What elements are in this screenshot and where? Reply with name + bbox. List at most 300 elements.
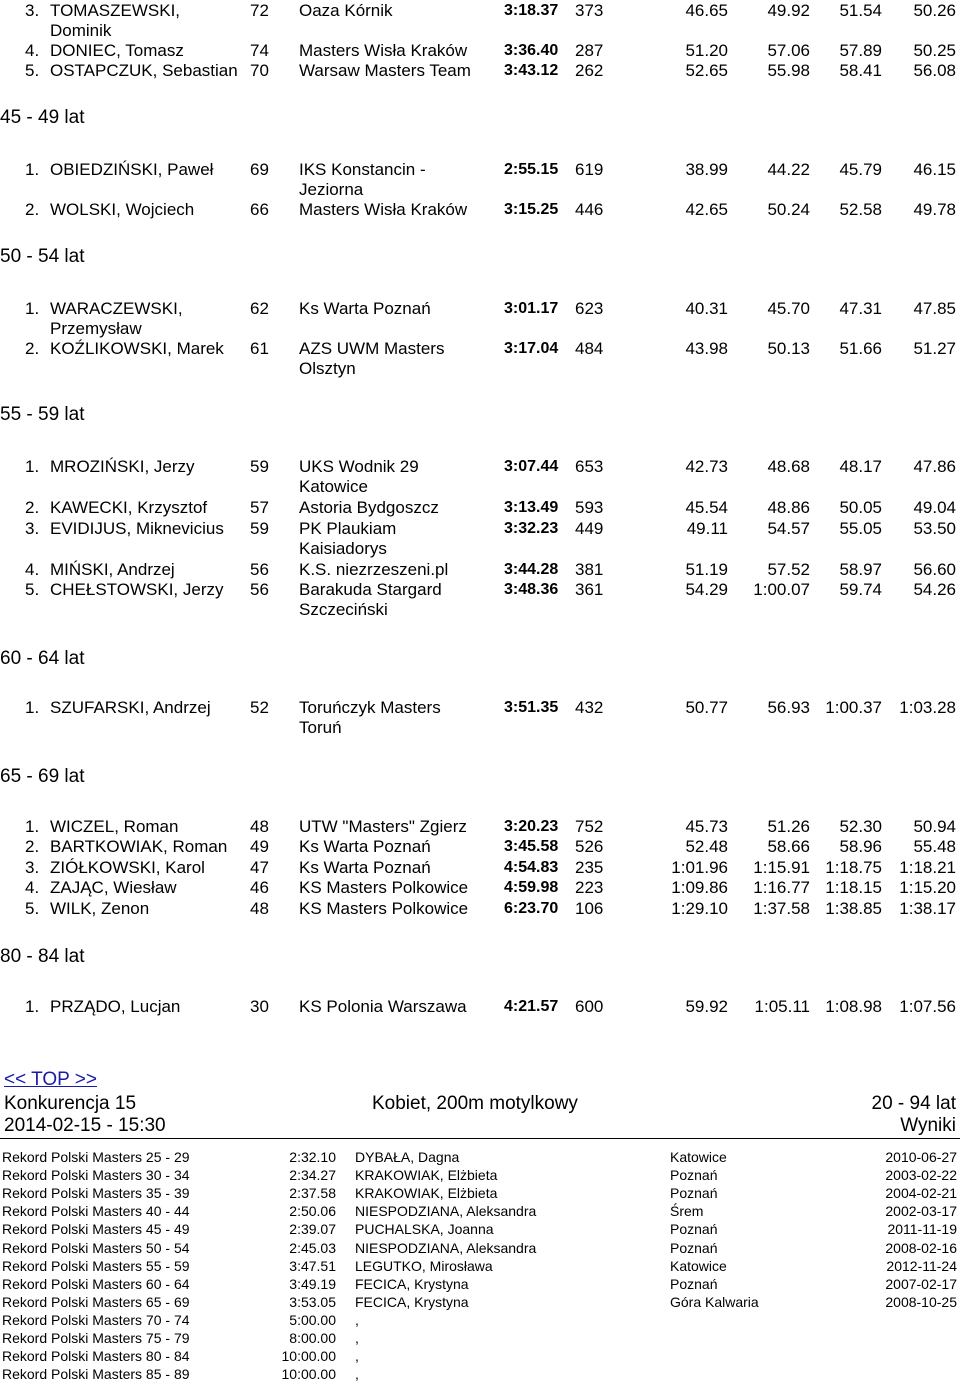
record-holder: , (355, 1348, 359, 1365)
split-time-3: 1:18.75 (825, 858, 882, 877)
final-time: 4:21.57 (504, 998, 559, 1015)
swimmer-name: WICZEL, Roman (50, 817, 179, 836)
split-time-4: 1:15.20 (899, 878, 956, 897)
record-time: 2:45.03 (289, 1239, 336, 1256)
split-time-2: 1:00.07 (753, 580, 810, 599)
record-time: 3:53.05 (289, 1293, 336, 1310)
club-name: Ks Warta Poznań (299, 858, 431, 877)
birth-year: 72 (250, 1, 269, 20)
place: 4. (25, 41, 40, 60)
swimmer-name: SZUFARSKI, Andrzej (50, 698, 211, 717)
split-time-4: 54.26 (913, 580, 956, 599)
record-holder: NIESPODZIANA, Aleksandra (355, 1203, 537, 1220)
record-row (0, 1365, 960, 1383)
club-name: Masters Wisła Kraków (299, 200, 468, 219)
points: 526 (575, 837, 604, 856)
record-label: Rekord Polski Masters 70 - 74 (2, 1311, 190, 1328)
result-row (0, 497, 960, 518)
points: 752 (575, 817, 604, 836)
club-name: Toruńczyk Masters (299, 698, 441, 717)
split-time-2: 54.57 (767, 519, 810, 538)
split-time-2: 1:37.58 (753, 899, 810, 918)
record-city: Katowice (670, 1257, 727, 1274)
split-time-1: 1:09.86 (671, 878, 728, 897)
record-label: Rekord Polski Masters 60 - 64 (2, 1275, 190, 1292)
club-name: K.S. niezrzeszeni.pl (299, 560, 449, 579)
place: 1. (25, 817, 40, 836)
split-time-4: 50.94 (913, 817, 956, 836)
split-time-3: 47.31 (839, 299, 882, 318)
club-name: Barakuda Stargard (299, 580, 442, 599)
club-name: KS Masters Polkowice (299, 899, 469, 918)
result-row (0, 338, 960, 359)
points: 223 (575, 878, 604, 897)
birth-year: 56 (250, 560, 269, 579)
record-row (0, 1166, 960, 1184)
split-time-1: 59.92 (685, 997, 728, 1016)
birth-year: 59 (250, 519, 269, 538)
result-row (0, 60, 960, 81)
result-row (0, 816, 960, 837)
result-row (0, 199, 960, 220)
record-row (0, 1148, 960, 1166)
record-holder: , (355, 1311, 359, 1328)
swimmer-name: ZIÓŁKOWSKI, Karol (50, 858, 205, 877)
result-row (0, 40, 960, 61)
final-time: 3:48.36 (504, 581, 559, 598)
points: 619 (575, 160, 604, 179)
points: 593 (575, 498, 604, 517)
final-time: 4:54.83 (504, 859, 559, 876)
points: 446 (575, 200, 604, 219)
place: 2. (25, 200, 40, 219)
points: 432 (575, 698, 604, 717)
record-time: 10:00.00 (281, 1348, 336, 1365)
split-time-1: 1:01.96 (671, 858, 728, 877)
club-name: Ks Warta Poznań (299, 837, 431, 856)
split-time-1: 45.54 (685, 498, 728, 517)
record-holder: , (355, 1366, 359, 1383)
record-time: 2:32.10 (289, 1149, 336, 1165)
split-time-4: 53.50 (913, 519, 956, 538)
result-row (0, 599, 960, 620)
record-row (0, 1329, 960, 1347)
record-city: Śrem (670, 1203, 704, 1220)
result-row (0, 579, 960, 600)
final-time: 3:17.04 (504, 340, 559, 357)
split-time-4: 55.48 (913, 837, 956, 856)
birth-year: 57 (250, 498, 269, 517)
record-holder: KRAKOWIAK, Elżbieta (355, 1167, 498, 1184)
record-row (0, 1347, 960, 1365)
final-time: 3:32.23 (504, 520, 559, 537)
record-label: Rekord Polski Masters 80 - 84 (2, 1348, 190, 1365)
split-time-2: 44.22 (767, 160, 810, 179)
split-time-1: 42.65 (685, 200, 728, 219)
birth-year: 59 (250, 457, 269, 476)
split-time-1: 42.73 (685, 457, 728, 476)
split-time-3: 48.17 (839, 457, 882, 476)
record-holder: DYBAŁA, Dagna (355, 1149, 460, 1165)
swimmer-name: CHEŁSTOWSKI, Jerzy (50, 580, 224, 599)
birth-year: 69 (250, 160, 269, 179)
record-label: Rekord Polski Masters 45 - 49 (2, 1221, 190, 1238)
club-name: Ks Warta Poznań (299, 299, 431, 318)
split-time-2: 1:16.77 (753, 878, 810, 897)
event-description: Kobiet, 200m motylkowy (372, 1093, 578, 1114)
split-time-4: 51.27 (913, 339, 956, 358)
split-time-1: 46.65 (685, 1, 728, 20)
split-time-4: 50.26 (913, 1, 956, 20)
swimmer-name: WOLSKI, Wojciech (50, 200, 195, 219)
split-time-1: 49.11 (686, 519, 728, 538)
points: 653 (575, 457, 604, 476)
record-date: 2012-11-24 (886, 1257, 957, 1274)
record-date: 2011-11-19 (887, 1221, 957, 1238)
result-row (0, 20, 960, 41)
birth-year: 62 (250, 299, 269, 318)
place: 2. (25, 837, 40, 856)
club-name: Olsztyn (299, 359, 356, 378)
birth-year: 48 (250, 899, 269, 918)
record-date: 2008-10-25 (885, 1293, 957, 1310)
final-time: 4:59.98 (504, 879, 559, 896)
points: 361 (575, 580, 604, 599)
record-row (0, 1293, 960, 1311)
record-label: Rekord Polski Masters 75 - 79 (2, 1330, 190, 1346)
split-time-1: 52.65 (685, 61, 728, 80)
birth-year: 70 (250, 61, 269, 80)
split-time-2: 56.93 (767, 698, 810, 717)
split-time-4: 56.08 (913, 61, 956, 80)
split-time-4: 46.15 (913, 160, 956, 179)
split-time-1: 1:29.10 (671, 899, 728, 918)
swimmer-name: BARTKOWIAK, Roman (50, 837, 228, 856)
club-name: AZS UWM Masters (299, 339, 445, 358)
record-holder: , (355, 1330, 359, 1346)
club-name: KS Polonia Warszawa (299, 997, 467, 1016)
birth-year: 30 (250, 997, 269, 1016)
age-group-heading: 60 - 64 lat (0, 648, 85, 669)
club-name: IKS Konstancin - (299, 160, 426, 179)
split-time-4: 50.25 (913, 41, 956, 60)
birth-year: 47 (250, 858, 269, 877)
record-label: Rekord Polski Masters 50 - 54 (2, 1239, 190, 1256)
record-row (0, 1275, 960, 1293)
record-row (0, 1220, 960, 1238)
swimmer-name: KOŹLIKOWSKI, Marek (50, 339, 224, 358)
birth-year: 48 (250, 817, 269, 836)
result-row (0, 877, 960, 898)
club-name: PK Plaukiam (299, 519, 397, 538)
split-time-2: 45.70 (767, 299, 810, 318)
club-name: KS Masters Polkowice (299, 878, 469, 897)
club-name: Kaisiadorys (299, 539, 387, 558)
split-time-3: 1:08.98 (825, 997, 882, 1016)
split-time-3: 55.05 (839, 519, 882, 538)
swimmer-name: ZAJĄC, Wiesław (50, 878, 177, 897)
points: 381 (575, 560, 604, 579)
points: 287 (575, 41, 604, 60)
record-city: Poznań (670, 1167, 718, 1184)
record-holder: KRAKOWIAK, Elżbieta (355, 1185, 498, 1202)
split-time-2: 55.98 (767, 61, 810, 80)
result-row (0, 697, 960, 718)
swimmer-name: MIŃSKI, Andrzej (50, 560, 175, 579)
split-time-2: 51.26 (767, 817, 810, 836)
place: 3. (25, 858, 40, 877)
split-time-3: 58.41 (839, 61, 882, 80)
split-time-2: 57.06 (767, 41, 810, 60)
points: 600 (575, 997, 604, 1016)
record-date: 2007-02-17 (885, 1275, 957, 1292)
record-label: Rekord Polski Masters 85 - 89 (2, 1366, 190, 1383)
record-city: Poznań (670, 1185, 718, 1202)
record-date: 2010-06-27 (885, 1149, 957, 1165)
points: 262 (575, 61, 604, 80)
split-time-4: 1:18.21 (899, 858, 956, 877)
club-name: Katowice (299, 477, 368, 496)
result-row (0, 518, 960, 539)
split-time-3: 52.58 (839, 200, 882, 219)
results-label: Wyniki (900, 1115, 956, 1136)
split-time-3: 57.89 (839, 41, 882, 60)
record-label: Rekord Polski Masters 40 - 44 (2, 1203, 190, 1220)
place: 5. (25, 580, 40, 599)
club-name: Jeziorna (299, 180, 364, 199)
swimmer-name: OSTAPCZUK, Sebastian (50, 61, 238, 80)
points: 373 (575, 1, 604, 20)
record-holder: FECICA, Krystyna (355, 1275, 469, 1292)
record-label: Rekord Polski Masters 55 - 59 (2, 1257, 190, 1274)
result-row (0, 159, 960, 180)
age-group-heading: 80 - 84 lat (0, 946, 85, 967)
swimmer-name: KAWECKI, Krzysztof (50, 498, 208, 517)
place: 1. (25, 997, 40, 1016)
points: 484 (575, 339, 604, 358)
split-time-3: 1:00.37 (825, 698, 882, 717)
place: 2. (25, 339, 40, 358)
points: 623 (575, 299, 604, 318)
result-row (0, 538, 960, 559)
split-time-4: 1:38.17 (899, 899, 956, 918)
event-age-range: 20 - 94 lat (871, 1093, 956, 1114)
record-time: 10:00.00 (281, 1366, 336, 1383)
result-row (0, 298, 960, 319)
split-time-3: 58.97 (839, 560, 882, 579)
birth-year: 74 (250, 41, 269, 60)
record-time: 3:49.19 (289, 1275, 336, 1292)
club-name: Oaza Kórnik (299, 1, 393, 20)
record-city: Katowice (670, 1149, 727, 1165)
split-time-3: 59.74 (839, 580, 882, 599)
club-name: Szczeciński (299, 600, 388, 619)
result-row (0, 717, 960, 738)
split-time-4: 47.85 (913, 299, 956, 318)
points: 106 (575, 899, 604, 918)
record-time: 2:34.27 (289, 1167, 336, 1184)
result-row (0, 836, 960, 857)
place: 1. (25, 698, 40, 717)
final-time: 3:20.23 (504, 818, 559, 835)
split-time-4: 47.86 (913, 457, 956, 476)
record-date: 2003-02-22 (885, 1167, 957, 1184)
final-time: 3:01.17 (504, 300, 559, 317)
result-row (0, 358, 960, 379)
split-time-2: 50.24 (767, 200, 810, 219)
final-time: 3:36.40 (504, 42, 559, 59)
result-row (0, 0, 960, 21)
record-holder: FECICA, Krystyna (355, 1293, 469, 1310)
event-datetime: 2014-02-15 - 15:30 (4, 1115, 166, 1136)
club-name: UKS Wodnik 29 (299, 457, 419, 476)
place: 1. (25, 299, 40, 318)
split-time-2: 48.68 (767, 457, 810, 476)
swimmer-name: WILK, Zenon (50, 899, 150, 918)
final-time: 3:15.25 (504, 201, 559, 218)
split-time-1: 50.77 (685, 698, 728, 717)
birth-year: 56 (250, 580, 269, 599)
swimmer-name: DONIEC, Tomasz (50, 41, 184, 60)
place: 2. (25, 498, 40, 517)
final-time: 3:44.28 (504, 561, 559, 578)
split-time-2: 1:05.11 (754, 997, 810, 1016)
record-time: 2:50.06 (289, 1203, 336, 1220)
split-time-3: 50.05 (839, 498, 882, 517)
record-row (0, 1184, 960, 1202)
record-date: 2002-03-17 (885, 1203, 957, 1220)
birth-year: 52 (250, 698, 269, 717)
place: 4. (25, 560, 40, 579)
result-row (0, 996, 960, 1017)
swimmer-name: Przemysław (50, 319, 142, 338)
record-label: Rekord Polski Masters 30 - 34 (2, 1167, 190, 1184)
result-row (0, 898, 960, 919)
event-number: Konkurencja 15 (4, 1093, 137, 1114)
record-time: 8:00.00 (289, 1330, 336, 1346)
split-time-1: 45.73 (685, 817, 728, 836)
split-time-2: 1:15.91 (753, 858, 810, 877)
split-time-1: 40.31 (685, 299, 728, 318)
record-city: Poznań (670, 1239, 718, 1256)
record-time: 2:37.58 (289, 1185, 336, 1202)
split-time-3: 51.66 (839, 339, 882, 358)
place: 3. (25, 519, 40, 538)
swimmer-name: OBIEDZIŃSKI, Paweł (50, 160, 214, 179)
split-time-3: 1:18.15 (825, 878, 882, 897)
split-time-3: 52.30 (839, 817, 882, 836)
age-group-heading: 45 - 49 lat (0, 107, 85, 128)
final-time: 2:55.15 (504, 161, 559, 178)
record-row (0, 1311, 960, 1329)
split-time-3: 58.96 (839, 837, 882, 856)
swimmer-name: WARACZEWSKI, (50, 299, 183, 318)
split-time-1: 54.29 (685, 580, 728, 599)
club-name: Toruń (299, 718, 342, 737)
swimmer-name: EVIDIJUS, Miknevicius (50, 519, 224, 538)
record-holder: PUCHALSKA, Joanna (355, 1221, 494, 1238)
split-time-1: 38.99 (685, 160, 728, 179)
points: 449 (575, 519, 604, 538)
record-label: Rekord Polski Masters 25 - 29 (2, 1149, 190, 1165)
birth-year: 46 (250, 878, 269, 897)
final-time: 3:18.37 (504, 2, 559, 19)
place: 3. (25, 1, 40, 20)
swimmer-name: MROZIŃSKI, Jerzy (50, 457, 195, 476)
split-time-2: 57.52 (767, 560, 810, 579)
result-row (0, 318, 960, 339)
record-city: Góra Kalwaria (670, 1293, 759, 1310)
swimmer-name: PRZĄDO, Lucjan (50, 997, 181, 1016)
final-time: 3:51.35 (504, 699, 559, 716)
record-city: Poznań (670, 1275, 718, 1292)
place: 5. (25, 899, 40, 918)
result-row (0, 559, 960, 580)
record-holder: LEGUTKO, Mirosława (355, 1257, 493, 1274)
record-row (0, 1257, 960, 1275)
final-time: 3:45.58 (504, 838, 559, 855)
age-group-heading: 50 - 54 lat (0, 246, 85, 267)
split-time-2: 50.13 (767, 339, 810, 358)
final-time: 6:23.70 (504, 900, 559, 917)
place: 1. (25, 457, 40, 476)
record-label: Rekord Polski Masters 65 - 69 (2, 1293, 190, 1310)
final-time: 3:13.49 (504, 499, 559, 516)
swimmer-name: Dominik (50, 21, 112, 40)
place: 1. (25, 160, 40, 179)
split-time-1: 51.20 (685, 41, 728, 60)
points: 235 (575, 858, 604, 877)
split-time-4: 56.60 (913, 560, 956, 579)
final-time: 3:07.44 (504, 458, 559, 475)
birth-year: 66 (250, 200, 269, 219)
split-time-1: 51.19 (685, 560, 728, 579)
record-label: Rekord Polski Masters 35 - 39 (2, 1185, 190, 1202)
club-name: Warsaw Masters Team (299, 61, 471, 80)
split-time-2: 49.92 (767, 1, 810, 20)
split-time-1: 52.48 (685, 837, 728, 856)
record-row (0, 1239, 960, 1257)
split-time-4: 49.78 (913, 200, 956, 219)
record-time: 3:47.51 (289, 1257, 336, 1274)
birth-year: 49 (250, 837, 269, 856)
club-name: Astoria Bydgoszcz (299, 498, 439, 517)
result-row (0, 456, 960, 477)
record-time: 2:39.07 (289, 1221, 336, 1238)
record-time: 5:00.00 (289, 1311, 336, 1328)
split-time-3: 45.79 (839, 160, 882, 179)
record-date: 2004-02-21 (885, 1185, 957, 1202)
result-row (0, 476, 960, 497)
split-time-4: 1:07.56 (899, 997, 956, 1016)
split-time-3: 1:38.85 (825, 899, 882, 918)
place: 4. (25, 878, 40, 897)
place: 5. (25, 61, 40, 80)
split-time-4: 1:03.28 (899, 698, 956, 717)
record-holder: NIESPODZIANA, Aleksandra (355, 1239, 537, 1256)
final-time: 3:43.12 (504, 62, 559, 79)
club-name: Masters Wisła Kraków (299, 41, 468, 60)
record-row (0, 1202, 960, 1220)
result-row (0, 179, 960, 200)
header-divider (0, 1138, 960, 1139)
top-link[interactable]: << TOP >> (4, 1069, 97, 1090)
swimmer-name: TOMASZEWSKI, (50, 1, 181, 20)
split-time-4: 49.04 (913, 498, 956, 517)
record-city: Poznań (670, 1221, 718, 1238)
result-row (0, 857, 960, 878)
age-group-heading: 55 - 59 lat (0, 404, 85, 425)
